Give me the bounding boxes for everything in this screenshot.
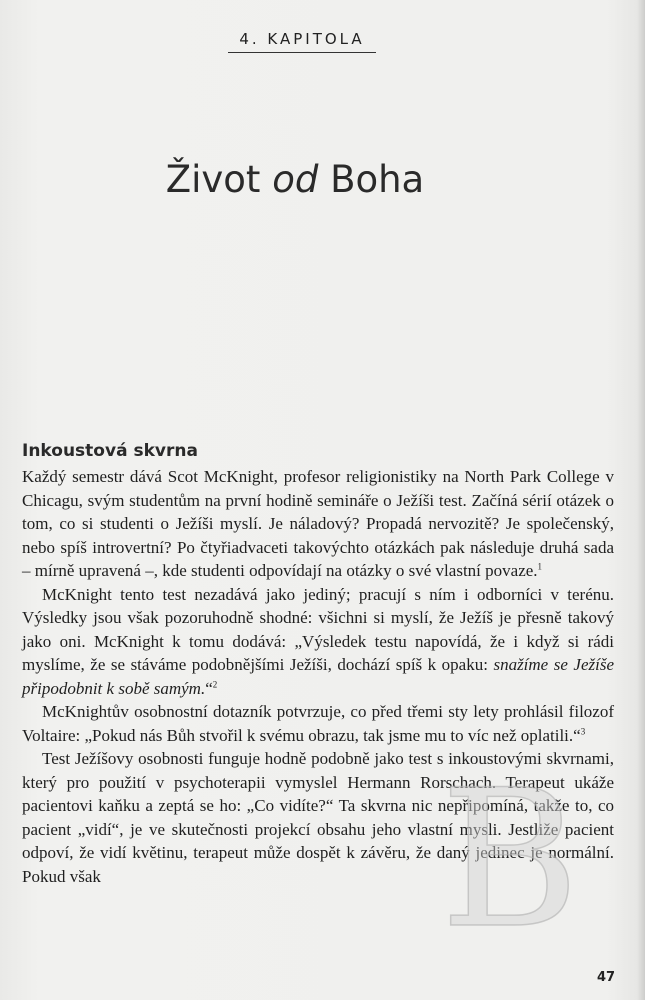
chapter-title-part1: Život [165,158,273,201]
paragraph-2-italic-quote: snažíme se Ježíše připodobnit k sobě samým. [22,655,614,698]
page-number: 47 [597,970,616,985]
footnote-ref-2: 2 [212,678,218,689]
page-edge-shadow [637,0,645,1000]
chapter-title [0,158,590,201]
paragraph-1-text: Každý semestr dává Scot McKnight, profesor religionistiky na North Park College v Chicagu, svým studentům na první hodině semináře o Ježíši test. Začíná sérií otázek o tom, co si studenti o Ježíši myslí. Je náladový? Propadá nervozitě? Je společenský, nebo spíš introvertní? Po čtyřiadvaceti takovýchto otázkách pak následuje druhá sada – mírně upravená –, kde studenti odpovídají na otázky o své vlastní povaze. [22,467,614,580]
section-heading: Inkoustová skvrna [22,441,198,461]
footnote-ref-1: 1 [537,561,543,572]
watermark-letter: B [440,749,580,970]
paragraph-3 [22,700,614,747]
footnote-ref-3: 3 [580,725,586,736]
paragraph-4-text: Test Ježíšovy osobnosti funguje hodně podobně jako test s inkoustovými skvrnami, který pro použití v psychoterapii vymyslel Hermann Rorschach. Terapeut ukáže pacientovi kaňku a zeptá se ho: „Co vidíte?“ Ta skvrna nic nepřipomíná, takže to, co pacient „vidí“, je ve skutečnosti projekcí obsahu jeho vlastní mysli. Jestliže pacient odpoví, že vidí květinu, terapeut může dospět k závěru, že daný jedinec je normální. Pokud však [22,749,614,886]
paragraph-2-text: McKnight tento test nezadává jako jediný; pracují s ním i odborníci v terénu. Výsledky jsou však pozoruhodně shodné: všichni si myslí, že Ježíš je přesně takový jako oni. McKnight k tomu dodává: „Výsledek testu napovídá, že i když si rádi myslíme, že se stáváme podobnějšími Ježíši, dochází spíš k opaku: [22,584,614,674]
watermark-logo [440,749,580,970]
chapter-title-part3: Boha [318,158,425,201]
paragraph-1 [22,465,614,583]
chapter-title-emphasis: od [272,158,319,201]
paragraph-2 [22,583,614,701]
chapter-label-underline [228,52,376,53]
paragraph-2-closing-quote: “ [205,678,213,698]
chapter-label: 4. KAPITOLA [239,30,365,48]
paragraph-3-text: McKnightův osobnostní dotazník potvrzuje, co před třemi sty lety prohlásil filozof Voltaire: „Pokud nás Bůh stvořil k svému obrazu, tak jsme mu to víc než oplatili.“ [22,702,614,745]
